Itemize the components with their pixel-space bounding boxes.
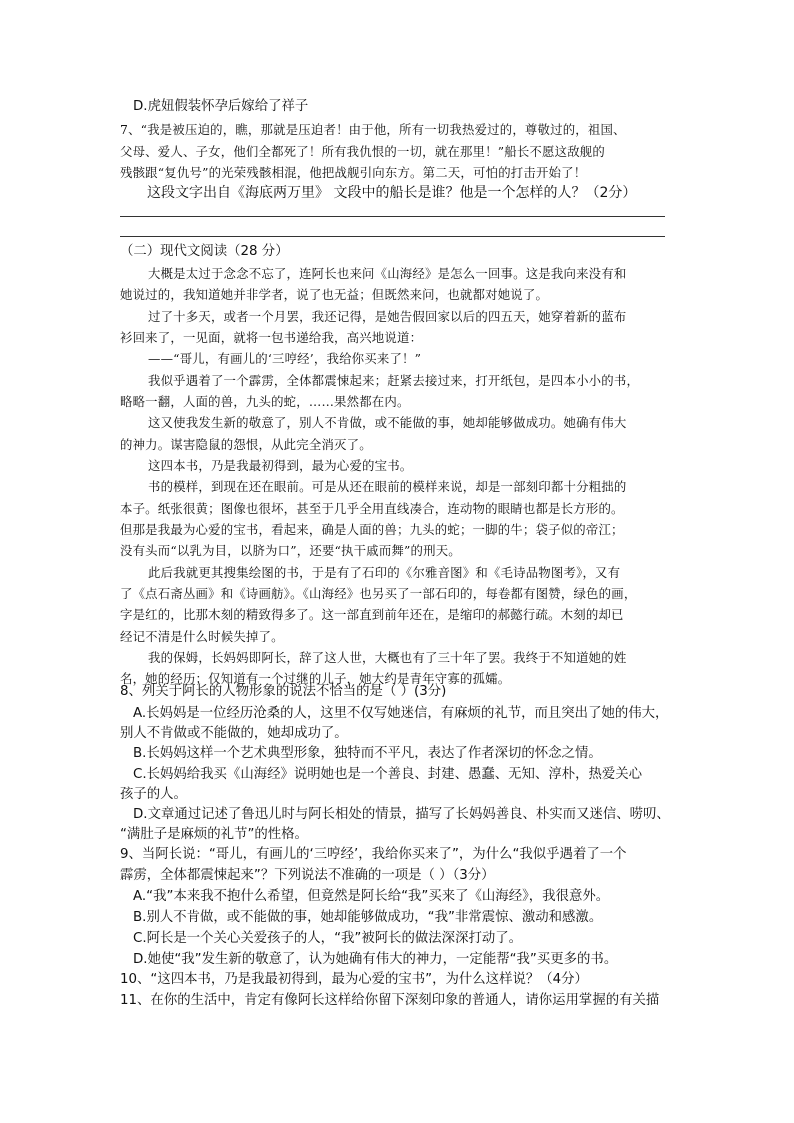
section-heading: （二）现代文阅读（28 分） (120, 244, 289, 259)
q7-line: 父母、爱人、子女，他们全都死了！所有我仇恨的一切，就在那里！”船长不愿这敌舰的 (120, 144, 605, 159)
passage-line: 字是红的，比那木刻的精致得多了。这一部直到前年还在，是缩印的郝懿行疏。木刻的却已 (120, 607, 624, 622)
q11-question: 11、在你的生活中，肯定有像阿长这样给你留下深刻印象的普通人，请你运用掌握的有关描 (120, 993, 660, 1008)
q9-stem: 9、当阿长说：“哥儿，有画儿的‘三哼经’，我给你买来了”，为什么“我似乎遇着了一个 (120, 847, 627, 862)
q6-option-d: D.虎妞假装怀孕后嫁给了祥子 (133, 99, 309, 114)
answer-line[interactable] (120, 236, 665, 237)
passage-line: 衫回来了，一见面，就将一包书递给我，高兴地说道： (120, 330, 423, 345)
q8-option: “满肚子是麻烦的礼节”的性格。 (120, 827, 308, 842)
q10-question: 10、“这四本书，乃是我最初得到，最为心爱的宝书”，为什么这样说？（4分） (120, 972, 588, 987)
q8-option: C.长妈妈给我买《山海经》说明她也是一个善良、封建、愚蠢、无知、淳朴，热爱关心 (133, 767, 643, 782)
passage-line: 略略一翻，人面的兽，九头的蛇，……果然都在内。 (120, 394, 410, 409)
passage-line: 了《点石斋丛画》和《诗画舫》。《山海经》也另买了一部石印的，每卷都有图赞，绿色的画， (120, 586, 637, 601)
q8-option: 别人不肯做或不能做的，她却成功了。 (120, 726, 348, 741)
q9-stem: 霹雳，全体都震悚起来”？下列说法不准确的一项是（ ）（3分） (120, 868, 495, 883)
q9-option: C.阿长是一个关心关爱孩子的人，“我”被阿长的做法深深打动了。 (133, 931, 523, 946)
passage-line: 她说过的，我知道她并非学者，说了也无益；但既然来问，也就都对她说了。 (120, 287, 549, 302)
passage-line: 这又使我发生新的敬意了，别人不肯做，或不能做的事，她却能够做成功。她确有伟大 (148, 415, 627, 430)
q9-option: B.别人不肯做，或不能做的事，她却能够做成功，“我”非常震惊、激动和感激。 (133, 910, 603, 925)
passage-line: 名，她的经历；仅知道有一个过继的儿子，她大约是青年守寡的孤孀。 (120, 671, 511, 686)
q8-option: D.文章通过记述了鲁迅儿时与阿长相处的情景，描写了长妈妈善良、朴实而又迷信、唠叨、 (133, 807, 670, 822)
passage-line: 此后我就更其搜集绘图的书，于是有了石印的《尔雅音图》和《毛诗品物图考》，又有 (148, 565, 621, 580)
q8-stem: 8、列关于阿长的人物形象的说法不恰当的是（ ）(3分) (120, 684, 447, 699)
passage-line: ——“哥儿，有画儿的‘三哼经’，我给你买来了！” (148, 351, 422, 366)
passage-line: 但那是我最为心爱的宝书，看起来，确是人面的兽；九头的蛇；一脚的牛；袋子似的帝江； (120, 522, 624, 537)
q8-option: 孩子的人。 (120, 787, 187, 802)
passage-line: 经记不清是什么时候失掉了。 (120, 629, 284, 644)
passage-line: 的神力。谋害隐鼠的怨恨，从此完全消灭了。 (120, 437, 372, 452)
passage-line: 没有头而“以乳为目，以脐为口”，还要“执干戚而舞”的刑天。 (120, 543, 461, 558)
passage-line: 过了十多天，或者一个月罢，我还记得，是她告假回家以后的四五天，她穿着新的蓝布 (148, 309, 627, 324)
q8-option: B.长妈妈这样一个艺术典型形象，独特而不平凡，表达了作者深切的怀念之情。 (133, 746, 602, 761)
q9-option: D.她使“我”发生新的敬意了，认为她确有伟大的神力，一定能帮“我”买更多的书。 (133, 952, 618, 967)
passage-line: 这四本书，乃是我最初得到，最为心爱的宝书。 (148, 458, 413, 473)
q9-option: A.“我”本来我不抱什么希望，但竟然是阿长给“我”买来了《山海经》，我很意外。 (133, 889, 610, 904)
q7-question: 这段文字出自《海底两万里》 文段中的船长是谁？他是一个怎样的人？（2分） (147, 185, 637, 201)
passage-line: 我似乎遇着了一个霹雳，全体都震悚起来；赶紧去接过来，打开纸包，是四本小小的书， (148, 373, 640, 388)
passage-line: 我的保姆，长妈妈即阿长，辞了这人世，大概也有了三十年了罢。我终于不知道她的姓 (148, 650, 627, 665)
q8-option: A.长妈妈是一位经历沧桑的人，这里不仅写她迷信，有麻烦的礼节，而且突出了她的伟大， (133, 706, 669, 721)
q7-line: 残骸跟“复仇号”的光荣残骸相混，他把战舰引向东方。第二天，可怕的打击开始了！ (120, 165, 587, 180)
passage-line: 本子。纸张很黄；图像也很坏，甚至于几乎全用直线凑合，连动物的眼睛也都是长方形的。 (120, 501, 624, 516)
passage-line: 书的模样，到现在还在眼前。可是从还在眼前的模样来说，却是一部刻印都十分粗拙的 (148, 479, 627, 494)
q7-line: 7、“我是被压迫的，瞧，那就是压迫者！由于他，所有一切我热爱过的，尊敬过的，祖国、 (120, 122, 626, 137)
answer-line[interactable] (120, 216, 665, 217)
passage-line: 大概是太过于念念不忘了，连阿长也来问《山海经》是怎么一回事。这是我向来没有和 (148, 266, 627, 281)
